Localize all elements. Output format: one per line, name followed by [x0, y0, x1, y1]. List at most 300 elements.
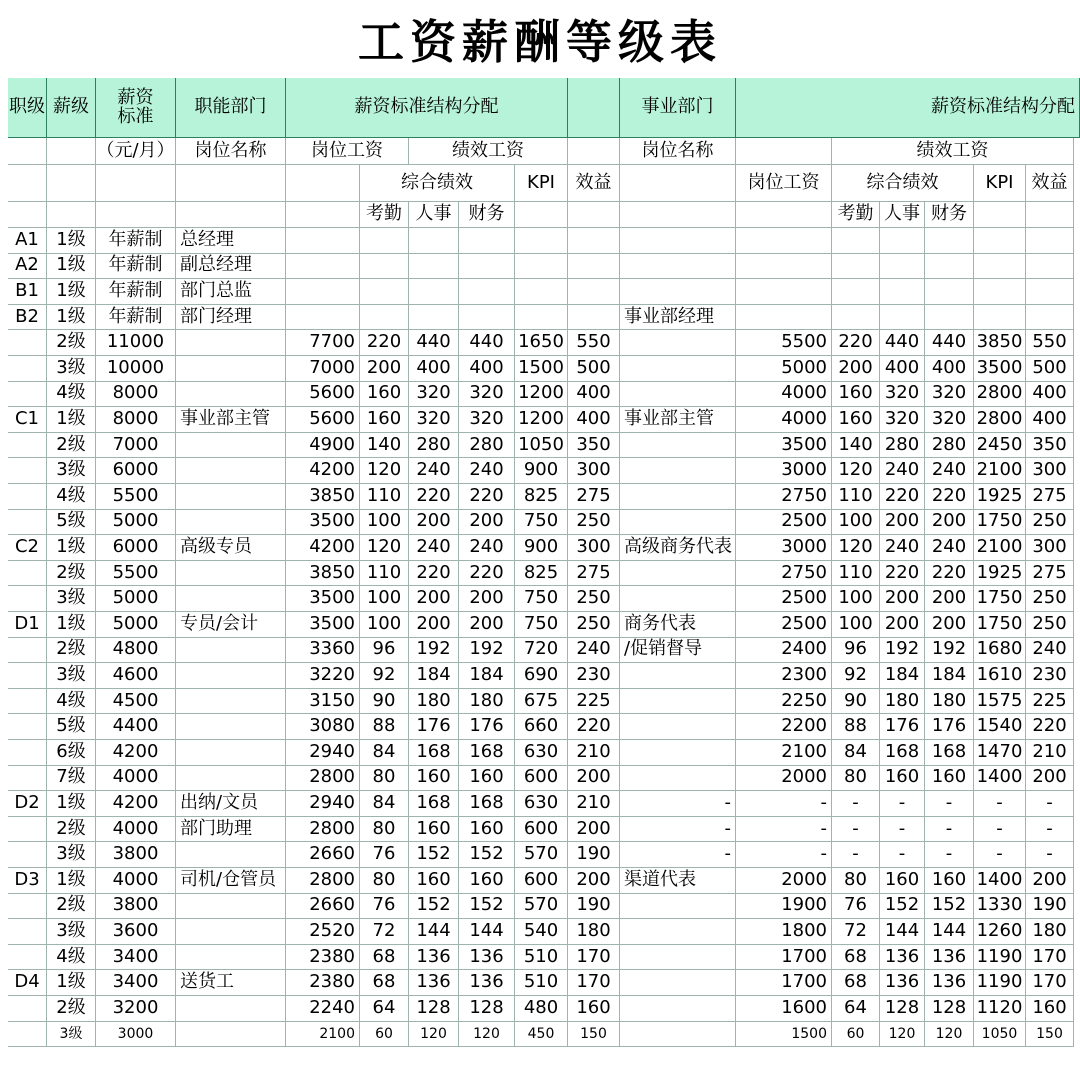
cell-value-business: [1026, 305, 1074, 331]
cell-value-functional: 136: [409, 970, 459, 996]
cell-value-functional: [515, 279, 568, 305]
cell-grade: [8, 714, 47, 740]
cell-value-functional: 240: [409, 535, 459, 561]
cell-value-functional: [515, 305, 568, 331]
cell-value-business: 128: [925, 996, 974, 1022]
cell-position-functional: [176, 433, 286, 459]
cell-grade: [8, 766, 47, 792]
header-position-name-business: 岗位名称: [620, 138, 736, 165]
cell-value-business: 60: [832, 1022, 880, 1048]
cell-position-functional: 高级专员: [176, 535, 286, 561]
cell-grade: [8, 894, 47, 920]
cell-grade: [8, 1022, 47, 1048]
cell-value-business: 3000: [736, 535, 832, 561]
cell-value-functional: 570: [515, 842, 568, 868]
cell-level: 2级: [47, 894, 96, 920]
cell-level: 4级: [47, 945, 96, 971]
header-cell-blank: [568, 202, 620, 228]
cell-value-business: 200: [1026, 868, 1074, 894]
cell-value-business: 200: [832, 356, 880, 382]
cell-value-functional: 570: [515, 894, 568, 920]
cell-value-business: 2100: [736, 740, 832, 766]
cell-value-business: -: [832, 842, 880, 868]
cell-salary-standard: 4400: [96, 714, 176, 740]
cell-position-business: [620, 458, 736, 484]
cell-value-business: [832, 254, 880, 280]
cell-value-business: 1470: [974, 740, 1026, 766]
cell-value-functional: 1200: [515, 407, 568, 433]
cell-value-functional: 750: [515, 612, 568, 638]
cell-level: 3级: [47, 919, 96, 945]
cell-value-functional: 192: [459, 638, 515, 664]
cell-position-business: 高级商务代表: [620, 535, 736, 561]
cell-value-business: -: [1026, 842, 1074, 868]
cell-value-functional: 120: [409, 1022, 459, 1048]
cell-grade: [8, 510, 47, 536]
cell-value-functional: 152: [459, 842, 515, 868]
cell-value-functional: 440: [409, 330, 459, 356]
cell-value-functional: 76: [360, 842, 409, 868]
cell-level: 1级: [47, 868, 96, 894]
cell-value-business: 1120: [974, 996, 1026, 1022]
cell-value-functional: 550: [568, 330, 620, 356]
cell-value-business: 120: [832, 535, 880, 561]
cell-value-functional: 230: [568, 663, 620, 689]
cell-level: 1级: [47, 254, 96, 280]
cell-value-functional: 200: [459, 612, 515, 638]
cell-position-functional: [176, 586, 286, 612]
cell-value-functional: 68: [360, 945, 409, 971]
cell-position-business: -: [620, 817, 736, 843]
cell-value-functional: 200: [459, 586, 515, 612]
cell-value-functional: 136: [459, 970, 515, 996]
cell-value-functional: 64: [360, 996, 409, 1022]
cell-value-functional: 2800: [286, 766, 360, 792]
cell-value-functional: [459, 305, 515, 331]
cell-value-business: -: [736, 817, 832, 843]
cell-level: 3级: [47, 356, 96, 382]
cell-position-business: [620, 254, 736, 280]
cell-value-functional: 250: [568, 586, 620, 612]
cell-value-business: 200: [925, 612, 974, 638]
cell-value-business: [736, 228, 832, 254]
cell-position-functional: [176, 689, 286, 715]
cell-salary-standard: 5000: [96, 586, 176, 612]
cell-value-functional: 168: [459, 740, 515, 766]
cell-level: 4级: [47, 484, 96, 510]
cell-value-business: 400: [1026, 382, 1074, 408]
cell-level: 2级: [47, 638, 96, 664]
cell-value-business: 550: [1026, 330, 1074, 356]
cell-position-functional: 司机/仓管员: [176, 868, 286, 894]
cell-salary-standard: 4200: [96, 791, 176, 817]
cell-value-functional: [515, 254, 568, 280]
cell-value-business: 128: [880, 996, 925, 1022]
cell-value-functional: 72: [360, 919, 409, 945]
cell-value-business: 168: [880, 740, 925, 766]
cell-value-functional: 200: [360, 356, 409, 382]
cell-value-functional: 200: [409, 586, 459, 612]
cell-salary-standard: 3200: [96, 996, 176, 1022]
cell-value-business: 160: [832, 382, 880, 408]
cell-value-functional: 60: [360, 1022, 409, 1048]
cell-value-functional: 152: [409, 842, 459, 868]
cell-value-business: 220: [925, 561, 974, 587]
cell-grade: [8, 842, 47, 868]
cell-value-business: 2000: [736, 868, 832, 894]
cell-value-functional: 200: [409, 510, 459, 536]
cell-value-business: 240: [925, 535, 974, 561]
cell-value-functional: 450: [515, 1022, 568, 1048]
header-cell-blank: [8, 165, 47, 202]
cell-grade: [8, 484, 47, 510]
header-cell-blank: [96, 202, 176, 228]
header-cell-blank: [736, 138, 832, 165]
cell-value-functional: [459, 254, 515, 280]
cell-value-business: -: [1026, 791, 1074, 817]
cell-value-business: 1600: [736, 996, 832, 1022]
cell-value-functional: 600: [515, 766, 568, 792]
cell-value-business: 320: [880, 407, 925, 433]
cell-value-business: [1026, 254, 1074, 280]
cell-level: 4级: [47, 382, 96, 408]
cell-value-business: 2750: [736, 484, 832, 510]
cell-value-business: -: [925, 817, 974, 843]
header-blank: [568, 78, 620, 138]
cell-level: 1级: [47, 228, 96, 254]
cell-value-functional: [568, 228, 620, 254]
cell-value-functional: 1200: [515, 382, 568, 408]
cell-value-functional: 3360: [286, 638, 360, 664]
cell-position-functional: 出纳/文员: [176, 791, 286, 817]
cell-value-business: [1026, 228, 1074, 254]
cell-position-functional: [176, 945, 286, 971]
cell-value-functional: 120: [459, 1022, 515, 1048]
cell-value-business: 2200: [736, 714, 832, 740]
cell-level: 1级: [47, 407, 96, 433]
cell-grade: [8, 945, 47, 971]
header-cell-blank: [8, 202, 47, 228]
cell-value-business: -: [974, 791, 1026, 817]
header-salary-standard: 薪资 标准: [96, 78, 176, 138]
cell-position-functional: 副总经理: [176, 254, 286, 280]
cell-value-business: [880, 305, 925, 331]
cell-grade: A1: [8, 228, 47, 254]
cell-position-business: 事业部经理: [620, 305, 736, 331]
cell-value-business: 192: [880, 638, 925, 664]
cell-value-functional: 80: [360, 766, 409, 792]
cell-value-business: -: [832, 791, 880, 817]
cell-value-business: -: [925, 791, 974, 817]
cell-value-functional: 220: [568, 714, 620, 740]
cell-value-functional: 220: [459, 561, 515, 587]
cell-value-functional: 240: [459, 535, 515, 561]
cell-position-business: [620, 356, 736, 382]
cell-value-business: [925, 305, 974, 331]
cell-salary-standard: 4000: [96, 868, 176, 894]
cell-value-business: 225: [1026, 689, 1074, 715]
cell-value-functional: 200: [568, 817, 620, 843]
cell-value-business: 280: [925, 433, 974, 459]
cell-position-business: 商务代表: [620, 612, 736, 638]
cell-position-business: [620, 945, 736, 971]
cell-salary-standard: 年薪制: [96, 228, 176, 254]
cell-position-business: [620, 586, 736, 612]
cell-value-functional: 400: [568, 407, 620, 433]
cell-value-business: [974, 279, 1026, 305]
cell-value-business: 136: [880, 970, 925, 996]
cell-level: 2级: [47, 996, 96, 1022]
cell-value-business: 5500: [736, 330, 832, 356]
cell-value-functional: 2660: [286, 842, 360, 868]
cell-value-business: 240: [880, 535, 925, 561]
cell-value-functional: 900: [515, 535, 568, 561]
cell-level: 5级: [47, 510, 96, 536]
cell-value-functional: 68: [360, 970, 409, 996]
cell-value-functional: 1500: [515, 356, 568, 382]
header-base-salary-functional: 岗位工资: [286, 138, 409, 165]
cell-value-functional: 190: [568, 842, 620, 868]
cell-value-functional: 4900: [286, 433, 360, 459]
cell-value-functional: 76: [360, 894, 409, 920]
cell-position-functional: 送货工: [176, 970, 286, 996]
header-hr-functional: 人事: [409, 202, 459, 228]
cell-value-functional: 630: [515, 791, 568, 817]
cell-value-functional: 192: [409, 638, 459, 664]
cell-value-functional: 600: [515, 817, 568, 843]
cell-value-functional: 90: [360, 689, 409, 715]
cell-value-functional: 190: [568, 894, 620, 920]
cell-position-functional: [176, 458, 286, 484]
cell-value-business: 144: [925, 919, 974, 945]
cell-value-functional: 240: [459, 458, 515, 484]
cell-value-business: 136: [925, 945, 974, 971]
cell-value-functional: 320: [409, 382, 459, 408]
cell-value-business: 160: [925, 766, 974, 792]
cell-value-business: 110: [832, 561, 880, 587]
cell-position-business: [620, 894, 736, 920]
cell-value-business: 1750: [974, 510, 1026, 536]
cell-position-functional: [176, 996, 286, 1022]
cell-value-functional: 176: [459, 714, 515, 740]
cell-value-business: 2450: [974, 433, 1026, 459]
cell-grade: D2: [8, 791, 47, 817]
cell-salary-standard: 3600: [96, 919, 176, 945]
cell-value-business: 1500: [736, 1022, 832, 1048]
cell-value-functional: 320: [459, 382, 515, 408]
cell-value-business: [736, 279, 832, 305]
cell-value-functional: 184: [459, 663, 515, 689]
cell-value-business: 1260: [974, 919, 1026, 945]
header-cell-blank: [736, 202, 832, 228]
cell-value-functional: 2380: [286, 945, 360, 971]
cell-level: 3级: [47, 1022, 96, 1048]
cell-value-functional: 900: [515, 458, 568, 484]
cell-value-business: 2000: [736, 766, 832, 792]
cell-position-business: [620, 279, 736, 305]
cell-salary-standard: 4200: [96, 740, 176, 766]
cell-level: 1级: [47, 279, 96, 305]
cell-level: 5级: [47, 714, 96, 740]
cell-value-functional: 180: [459, 689, 515, 715]
cell-value-functional: 4200: [286, 458, 360, 484]
cell-grade: [8, 638, 47, 664]
cell-value-business: 1330: [974, 894, 1026, 920]
cell-salary-standard: 6000: [96, 458, 176, 484]
cell-value-functional: 200: [409, 612, 459, 638]
cell-value-business: 2500: [736, 510, 832, 536]
cell-value-functional: 100: [360, 612, 409, 638]
cell-value-functional: 5600: [286, 382, 360, 408]
cell-value-business: -: [736, 842, 832, 868]
cell-grade: D4: [8, 970, 47, 996]
cell-value-business: 200: [880, 510, 925, 536]
cell-value-business: 1575: [974, 689, 1026, 715]
cell-position-business: /促销督导: [620, 638, 736, 664]
cell-position-functional: [176, 919, 286, 945]
cell-value-functional: 320: [459, 407, 515, 433]
cell-value-business: 120: [832, 458, 880, 484]
cell-salary-standard: 8000: [96, 382, 176, 408]
cell-value-functional: 690: [515, 663, 568, 689]
header-cell-blank: [974, 202, 1026, 228]
cell-value-business: 180: [880, 689, 925, 715]
cell-value-business: 250: [1026, 612, 1074, 638]
cell-value-business: -: [832, 817, 880, 843]
cell-value-business: 136: [880, 945, 925, 971]
header-position-name-functional: 岗位名称: [176, 138, 286, 165]
cell-value-functional: 3850: [286, 484, 360, 510]
cell-value-business: 152: [925, 894, 974, 920]
cell-salary-standard: 4000: [96, 817, 176, 843]
cell-value-business: 160: [832, 407, 880, 433]
cell-value-business: -: [880, 842, 925, 868]
cell-level: 4级: [47, 689, 96, 715]
cell-value-functional: 720: [515, 638, 568, 664]
cell-level: 2级: [47, 561, 96, 587]
cell-value-business: 220: [880, 484, 925, 510]
cell-value-functional: 180: [409, 689, 459, 715]
cell-salary-standard: 年薪制: [96, 279, 176, 305]
cell-value-business: 1190: [974, 970, 1026, 996]
cell-value-business: 88: [832, 714, 880, 740]
cell-value-business: 160: [880, 766, 925, 792]
cell-position-functional: [176, 638, 286, 664]
cell-value-functional: 120: [360, 535, 409, 561]
cell-position-functional: [176, 894, 286, 920]
cell-value-business: 1610: [974, 663, 1026, 689]
cell-value-functional: [286, 279, 360, 305]
cell-grade: [8, 330, 47, 356]
cell-position-business: [620, 740, 736, 766]
cell-value-business: 275: [1026, 561, 1074, 587]
cell-value-functional: [286, 254, 360, 280]
cell-grade: [8, 561, 47, 587]
cell-value-functional: 750: [515, 586, 568, 612]
cell-value-business: 184: [880, 663, 925, 689]
cell-value-business: 160: [925, 868, 974, 894]
cell-value-functional: 160: [409, 817, 459, 843]
header-composite-business: 综合绩效: [832, 165, 974, 202]
cell-value-functional: [286, 228, 360, 254]
header-functional-dept: 职能部门: [176, 78, 286, 138]
cell-salary-standard: 5500: [96, 484, 176, 510]
cell-value-business: 240: [880, 458, 925, 484]
cell-value-business: 220: [832, 330, 880, 356]
cell-value-functional: 400: [459, 356, 515, 382]
cell-value-business: 3850: [974, 330, 1026, 356]
cell-level: 3级: [47, 842, 96, 868]
cell-value-functional: 280: [409, 433, 459, 459]
cell-value-business: 320: [925, 382, 974, 408]
cell-position-functional: [176, 561, 286, 587]
cell-grade: [8, 740, 47, 766]
cell-value-business: [832, 279, 880, 305]
cell-value-business: 184: [925, 663, 974, 689]
cell-value-functional: 152: [459, 894, 515, 920]
cell-value-functional: 300: [568, 458, 620, 484]
cell-value-functional: 136: [409, 945, 459, 971]
cell-value-business: -: [925, 842, 974, 868]
cell-value-business: 2500: [736, 612, 832, 638]
cell-position-business: [620, 330, 736, 356]
cell-value-functional: 210: [568, 740, 620, 766]
cell-value-functional: 3150: [286, 689, 360, 715]
cell-value-business: 200: [925, 510, 974, 536]
cell-value-functional: 220: [409, 484, 459, 510]
cell-value-functional: 750: [515, 510, 568, 536]
cell-value-business: 150: [1026, 1022, 1074, 1048]
cell-value-business: 3500: [974, 356, 1026, 382]
cell-value-functional: 152: [409, 894, 459, 920]
cell-position-business: [620, 561, 736, 587]
cell-value-business: 80: [832, 868, 880, 894]
cell-salary-standard: 3800: [96, 842, 176, 868]
cell-value-functional: 3850: [286, 561, 360, 587]
cell-position-business: -: [620, 791, 736, 817]
cell-grade: [8, 356, 47, 382]
cell-grade: C2: [8, 535, 47, 561]
cell-value-business: 100: [832, 586, 880, 612]
cell-value-business: 5000: [736, 356, 832, 382]
cell-value-business: 160: [880, 868, 925, 894]
cell-value-business: 2100: [974, 535, 1026, 561]
header-attendance-business: 考勤: [832, 202, 880, 228]
cell-value-functional: 200: [459, 510, 515, 536]
cell-value-functional: 84: [360, 791, 409, 817]
header-benefit-functional: 效益: [568, 165, 620, 202]
cell-value-functional: [515, 228, 568, 254]
header-benefit-business: 效益: [1026, 165, 1074, 202]
cell-level: 3级: [47, 586, 96, 612]
header-cell-blank: [96, 165, 176, 202]
cell-value-functional: 128: [409, 996, 459, 1022]
cell-position-functional: [176, 714, 286, 740]
header-cell-blank: [47, 202, 96, 228]
page-title: 工资薪酬等级表: [358, 15, 722, 69]
cell-value-business: 300: [1026, 458, 1074, 484]
cell-value-business: 2100: [974, 458, 1026, 484]
header-cell-blank: [568, 138, 620, 165]
cell-value-business: 152: [880, 894, 925, 920]
cell-salary-standard: 4800: [96, 638, 176, 664]
cell-value-business: 76: [832, 894, 880, 920]
cell-value-functional: [409, 279, 459, 305]
cell-value-functional: 3500: [286, 586, 360, 612]
cell-value-business: 1925: [974, 561, 1026, 587]
cell-value-business: [1026, 279, 1074, 305]
cell-value-business: -: [880, 817, 925, 843]
